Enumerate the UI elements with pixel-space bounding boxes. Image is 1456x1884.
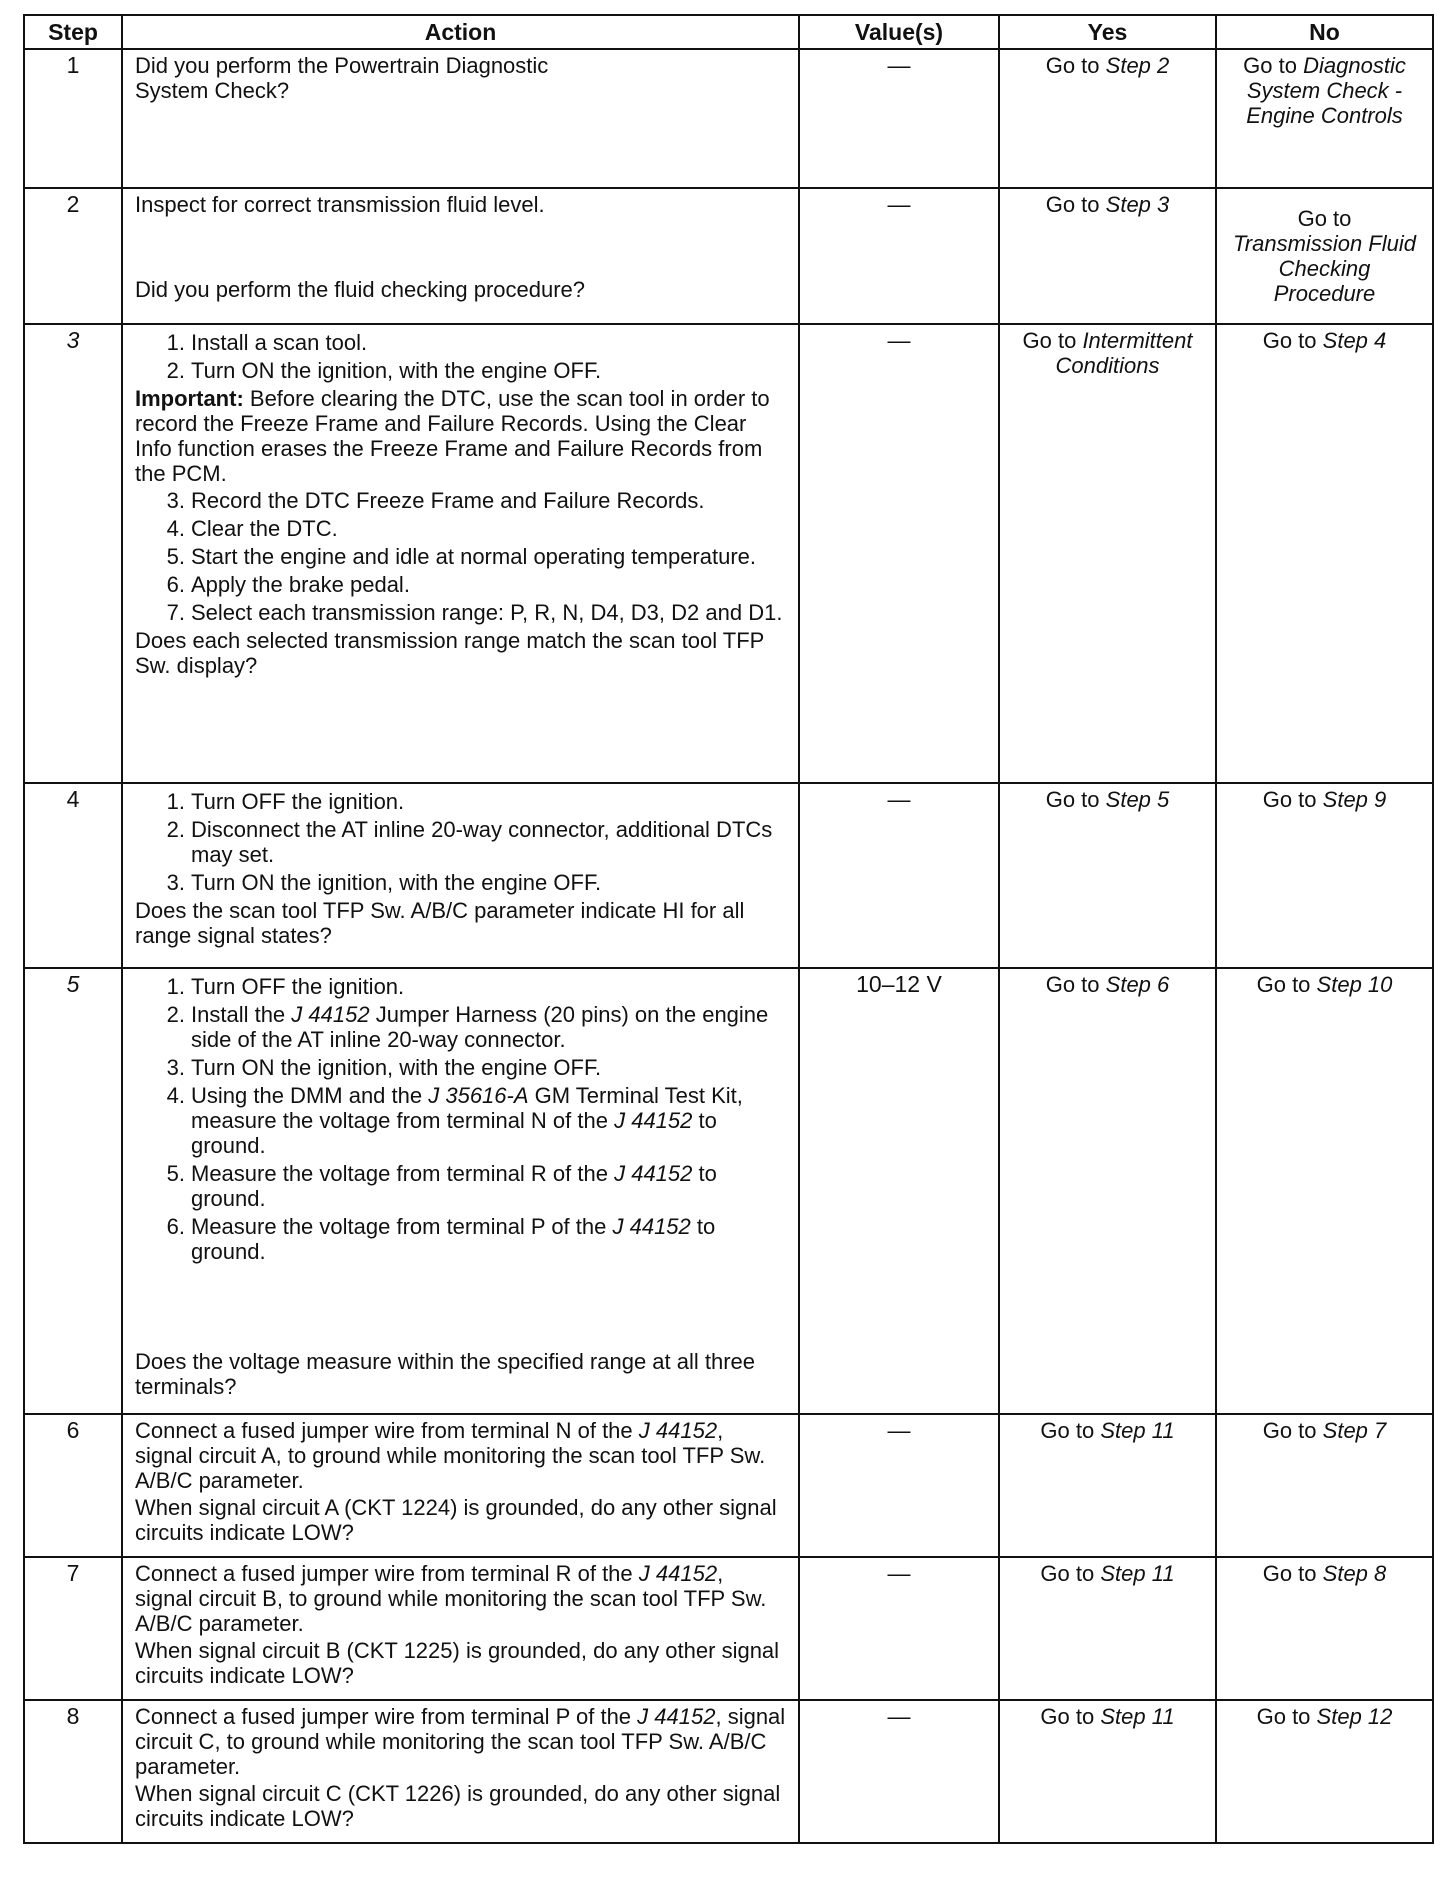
list-item: 3. Turn ON the ignition, with the engine OFF. (166, 870, 602, 895)
step-number: 8 (24, 1700, 122, 1843)
no-cell[interactable] (1216, 783, 1433, 968)
goto-prefix: Go to (1040, 1561, 1095, 1586)
important-note: Important: Before clearing the DTC, use the scan tool in order to record the Freeze Frame and Failure Records. Using the Clear Info function erases the Freeze Frame and Failure Records from the PCM. (135, 386, 770, 486)
step-number: 4 (24, 783, 122, 968)
procedure-list (135, 330, 786, 383)
action-cell (122, 968, 799, 1414)
list-item: 5. Start the engine and idle at normal operating temperature. (166, 544, 757, 569)
list-item: 1. Turn OFF the ignition. (166, 974, 405, 999)
step-row-6 (24, 1414, 1433, 1557)
list-item: 2. Install the J 44152 Jumper Harness (20 pins) on the engine side of the AT inline 20-way connector. (166, 1002, 769, 1052)
header-row (24, 15, 1433, 49)
tool-reference: J 44152 (638, 1418, 718, 1443)
action-question: When signal circuit A (CKT 1224) is grounded, do any other signal circuits indicate LOW? (135, 1495, 777, 1545)
header-yes: Yes (999, 15, 1216, 49)
action-question: Does the scan tool TFP Sw. A/B/C parameter indicate HI for all range signal states? (135, 898, 745, 948)
goto-target[interactable]: Transmission Fluid Checking Procedure (1233, 231, 1416, 306)
important-label: Important: (135, 386, 244, 411)
step-number: 3 (24, 324, 122, 783)
value-cell: — (799, 1557, 999, 1700)
yes-cell[interactable] (999, 49, 1216, 188)
goto-target[interactable]: Step 8 (1322, 1561, 1387, 1586)
header-step: Step (24, 15, 122, 49)
no-cell[interactable] (1216, 324, 1433, 783)
header-action: Action (122, 15, 799, 49)
list-item: 3. Turn ON the ignition, with the engine OFF. (166, 1055, 602, 1080)
tool-reference: J 44152 (637, 1704, 716, 1729)
goto-prefix: Go to (1256, 972, 1311, 997)
step-row-2 (24, 188, 1433, 324)
list-item: 5. Measure the voltage from terminal R of the J 44152 to ground. (166, 1161, 717, 1211)
tool-reference: J 44152 (614, 1161, 693, 1186)
no-cell[interactable] (1216, 1557, 1433, 1700)
goto-target[interactable]: Step 7 (1322, 1418, 1387, 1443)
action-question: Does the voltage measure within the specified range at all three terminals? (135, 1349, 756, 1399)
goto-prefix: Go to (1022, 328, 1077, 353)
action-text: Connect a fused jumper wire from terminal P of the J 44152, signal circuit C, to ground while monitoring the scan tool TFP Sw. A/B/C parameter. (135, 1704, 786, 1779)
list-item: 3. Record the DTC Freeze Frame and Failure Records. (166, 488, 705, 513)
yes-cell[interactable] (999, 1700, 1216, 1843)
no-cell[interactable] (1216, 1414, 1433, 1557)
goto-prefix: Go to (1256, 1704, 1311, 1729)
list-item: 4. Using the DMM and the J 35616-A GM Terminal Test Kit, measure the voltage from terminal N of the J 44152 to ground. (166, 1083, 743, 1158)
action-cell (122, 783, 799, 968)
goto-prefix: Go to (1262, 328, 1317, 353)
goto-prefix: Go to (1040, 1704, 1095, 1729)
step-number: 1 (24, 49, 122, 188)
list-item: 6. Apply the brake pedal. (166, 572, 410, 597)
yes-cell[interactable] (999, 1557, 1216, 1700)
yes-cell[interactable] (999, 968, 1216, 1414)
value-cell: — (799, 324, 999, 783)
no-cell[interactable] (1216, 968, 1433, 1414)
diagnostic-table (23, 14, 1434, 1844)
goto-prefix: Go to (1262, 1561, 1317, 1586)
step-row-7 (24, 1557, 1433, 1700)
goto-target[interactable]: Step 5 (1105, 787, 1170, 812)
action-cell (122, 1557, 799, 1700)
goto-prefix: Go to (1262, 787, 1317, 812)
step-number: 2 (24, 188, 122, 324)
goto-target[interactable]: Intermittent Conditions (1055, 328, 1193, 378)
action-question: Did you perform the Powertrain Diagnostic System Check? (135, 53, 549, 103)
goto-prefix: Go to (1045, 787, 1100, 812)
no-cell[interactable] (1216, 49, 1433, 188)
yes-cell[interactable] (999, 1414, 1216, 1557)
yes-cell[interactable] (999, 783, 1216, 968)
yes-cell[interactable] (999, 188, 1216, 324)
action-cell (122, 1414, 799, 1557)
tool-reference: J 44152 (614, 1108, 693, 1133)
action-question: When signal circuit C (CKT 1226) is grounded, do any other signal circuits indicate LOW? (135, 1781, 781, 1831)
goto-target[interactable]: Step 11 (1100, 1418, 1175, 1443)
list-item: 4. Clear the DTC. (166, 516, 338, 541)
list-item: 6. Measure the voltage from terminal P of the J 44152 to ground. (166, 1214, 716, 1264)
header-values: Value(s) (799, 15, 999, 49)
goto-target[interactable]: Diagnostic System Check - Engine Controls (1246, 53, 1406, 128)
goto-target[interactable]: Step 12 (1316, 1704, 1393, 1729)
step-row-3 (24, 324, 1433, 783)
step-row-4 (24, 783, 1433, 968)
tool-reference: J 44152 (291, 1002, 370, 1027)
goto-target[interactable]: Step 11 (1100, 1704, 1175, 1729)
goto-target[interactable]: Step 4 (1322, 328, 1387, 353)
value-cell: 10–12 V (799, 968, 999, 1414)
list-item: 2. Disconnect the AT inline 20-way connector, additional DTCs may set. (166, 817, 773, 867)
action-question: Does each selected transmission range match the scan tool TFP Sw. display? (135, 628, 764, 678)
goto-prefix: Go to (1297, 206, 1352, 231)
list-item: 1. Turn OFF the ignition. (166, 789, 405, 814)
value-cell: — (799, 1414, 999, 1557)
action-question: Did you perform the fluid checking procedure? (135, 277, 586, 302)
no-cell[interactable] (1216, 188, 1433, 324)
action-cell (122, 1700, 799, 1843)
goto-target[interactable]: Step 2 (1105, 53, 1170, 78)
action-cell (122, 324, 799, 783)
step-row-8 (24, 1700, 1433, 1843)
goto-target[interactable]: Step 6 (1105, 972, 1170, 997)
action-cell (122, 49, 799, 188)
list-item: 1. Install a scan tool. (166, 330, 368, 355)
step-row-1 (24, 49, 1433, 188)
value-cell: — (799, 49, 999, 188)
list-item: 2. Turn ON the ignition, with the engine OFF. (166, 358, 602, 383)
step-number: 5 (24, 968, 122, 1414)
procedure-list (135, 488, 786, 625)
goto-prefix: Go to (1040, 1418, 1095, 1443)
step-number: 7 (24, 1557, 122, 1700)
no-cell[interactable] (1216, 1700, 1433, 1843)
goto-target[interactable]: Step 10 (1316, 972, 1393, 997)
goto-prefix: Go to (1045, 972, 1100, 997)
goto-prefix: Go to (1045, 53, 1100, 78)
list-item: 7. Select each transmission range: P, R, N, D4, D3, D2 and D1. (166, 600, 783, 625)
tool-reference: J 35616-A (428, 1083, 529, 1108)
action-question: When signal circuit B (CKT 1225) is grounded, do any other signal circuits indicate LOW? (135, 1638, 780, 1688)
tool-reference: J 44152 (612, 1214, 691, 1239)
value-cell: — (799, 783, 999, 968)
action-cell (122, 188, 799, 324)
step-row-5 (24, 968, 1433, 1414)
goto-target[interactable]: Step 9 (1322, 787, 1387, 812)
goto-prefix: Go to (1045, 192, 1100, 217)
tool-reference: J 44152 (638, 1561, 718, 1586)
action-text: Connect a fused jumper wire from terminal R of the J 44152, signal circuit B, to ground while monitoring the scan tool TFP Sw. A/B/C parameter. (135, 1561, 767, 1636)
header-no: No (1216, 15, 1433, 49)
goto-prefix: Go to (1262, 1418, 1317, 1443)
value-cell: — (799, 188, 999, 324)
step-number: 6 (24, 1414, 122, 1557)
procedure-list (135, 974, 786, 1264)
goto-target[interactable]: Step 11 (1100, 1561, 1175, 1586)
action-text: Connect a fused jumper wire from terminal N of the J 44152, signal circuit A, to ground while monitoring the scan tool TFP Sw. A/B/C parameter. (135, 1418, 766, 1493)
action-text: Inspect for correct transmission fluid level. (135, 192, 545, 217)
yes-cell[interactable] (999, 324, 1216, 783)
value-cell: — (799, 1700, 999, 1843)
goto-prefix: Go to (1243, 53, 1297, 78)
procedure-list (135, 789, 786, 895)
goto-target[interactable]: Step 3 (1105, 192, 1170, 217)
